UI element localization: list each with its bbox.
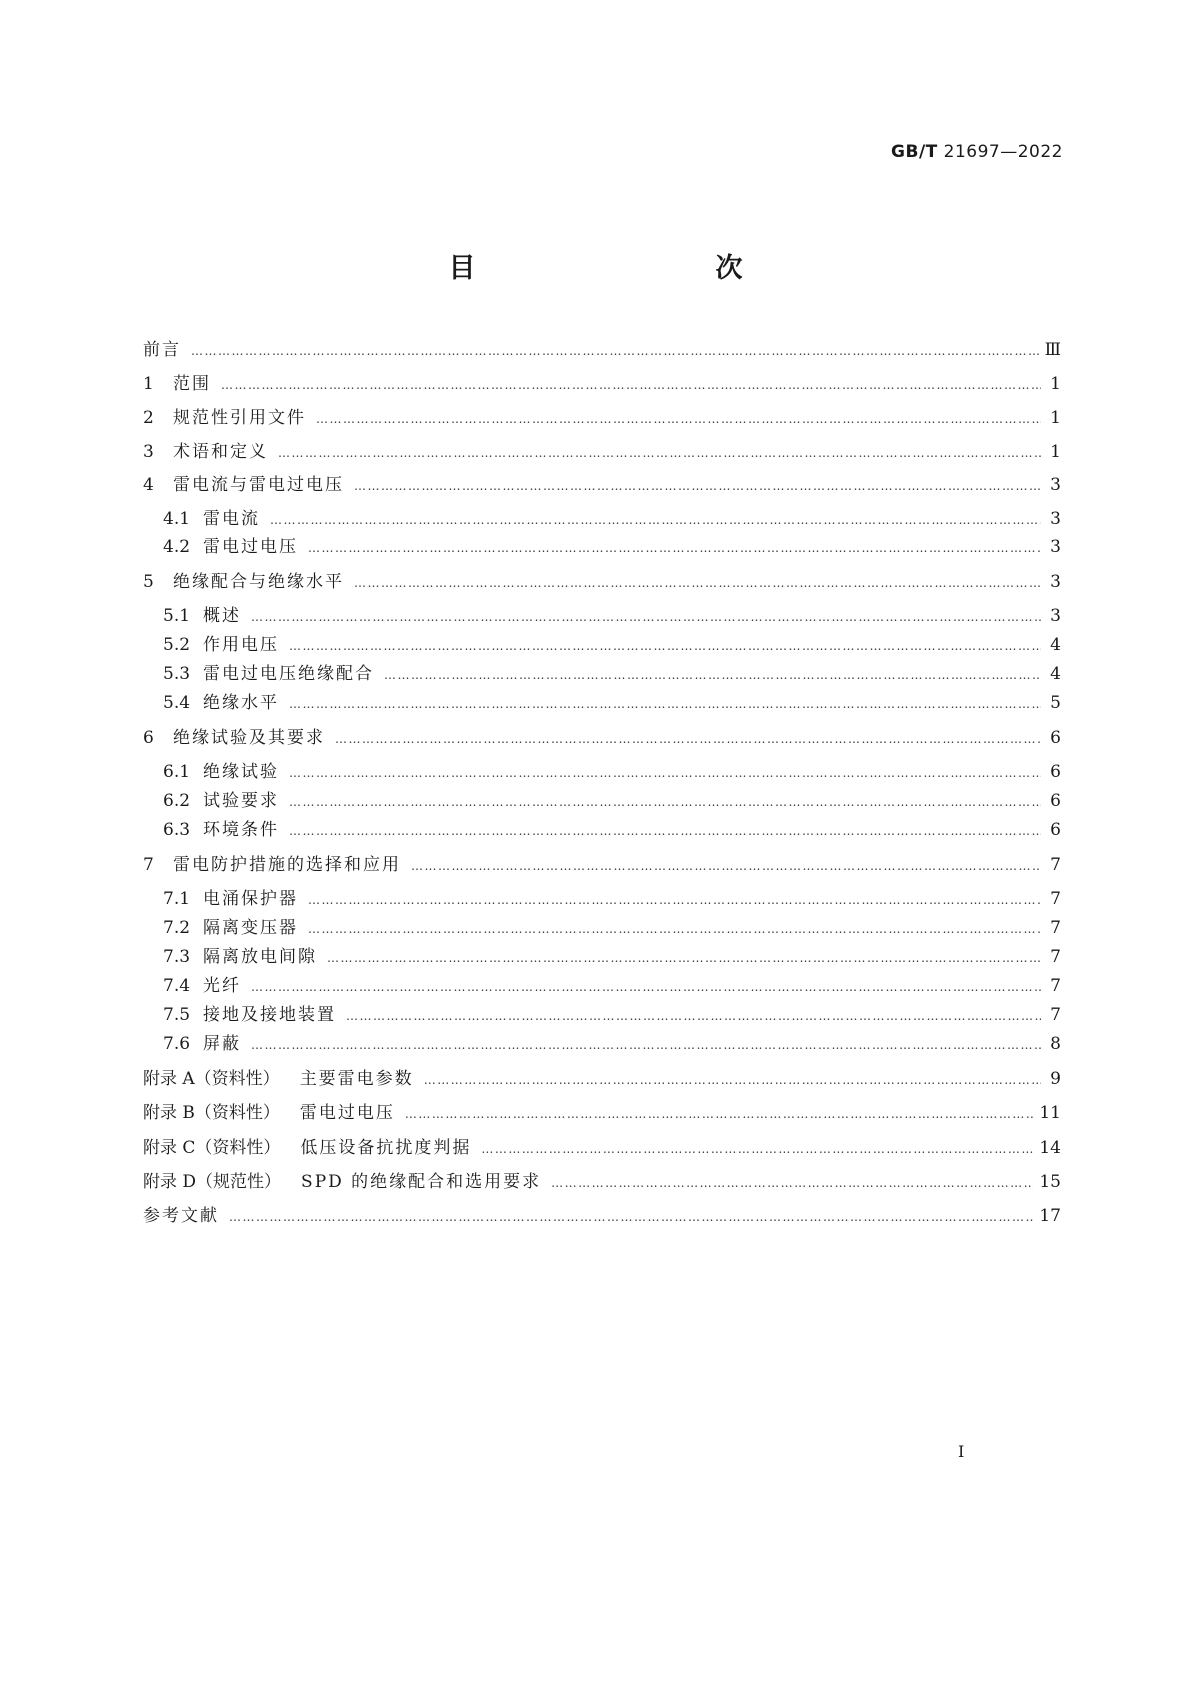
dot-leader — [424, 1067, 1041, 1093]
toc-entry-page: 9 — [1050, 1069, 1061, 1089]
dot-leader — [289, 633, 1041, 659]
toc-entry-title: 概述 — [203, 606, 241, 626]
page-number: I — [958, 1442, 965, 1461]
dot-leader — [551, 1170, 1033, 1196]
toc-entry-number: 7.4 — [163, 976, 191, 996]
toc-entry — [143, 405, 1061, 431]
dot-leader — [289, 818, 1041, 844]
toc-entry-title: 绝缘配合与绝缘水平 — [173, 572, 344, 592]
dot-leader — [289, 760, 1041, 786]
toc-entry-title: 雷电防护措施的选择和应用 — [173, 855, 401, 875]
dot-leader — [405, 1101, 1033, 1127]
toc-entry — [143, 1135, 1061, 1161]
toc-entry — [143, 1066, 1061, 1092]
toc-entry-page: 4 — [1050, 635, 1061, 655]
toc-entry-page: 1 — [1050, 442, 1061, 462]
toc-entry — [143, 1100, 1061, 1126]
toc-entry-number: 5.4 — [163, 693, 191, 713]
dot-leader — [335, 726, 1041, 752]
toc-entry-page: 17 — [1039, 1206, 1061, 1226]
standard-number — [891, 142, 1063, 162]
dot-leader — [221, 372, 1041, 398]
toc-entry-page: 1 — [1050, 374, 1061, 394]
toc-entry-page: 11 — [1039, 1103, 1061, 1123]
dot-leader — [308, 916, 1041, 942]
toc-entry-number: 6.1 — [163, 762, 191, 782]
toc-entry-page: 3 — [1050, 606, 1061, 626]
dot-leader — [346, 1003, 1041, 1029]
toc-entry-title: 主要雷电参数 — [299, 1069, 414, 1089]
toc-entry — [163, 788, 1061, 814]
toc-entry-title: SPD 的绝缘配合和选用要求 — [301, 1172, 542, 1192]
toc-entry-number: 5 — [143, 572, 154, 592]
toc-entry-title: 参考文献 — [143, 1206, 219, 1226]
toc-entry-number: 7.1 — [163, 889, 191, 909]
dot-leader — [384, 662, 1041, 688]
toc-entry-page: 8 — [1050, 1034, 1061, 1054]
toc-entry-title: 电涌保护器 — [203, 889, 298, 909]
toc-entry-title: 绝缘试验及其要求 — [173, 728, 325, 748]
dot-leader — [289, 691, 1041, 717]
toc-entry-number: 1 — [143, 374, 154, 394]
toc-entry-page: 7 — [1050, 855, 1061, 875]
toc-entry-page: 1 — [1050, 408, 1061, 428]
toc-entry-number: 7 — [143, 855, 154, 875]
toc-entry-number: 5.2 — [163, 635, 191, 655]
toc-entry-page: 5 — [1050, 693, 1061, 713]
toc-entry-title: 雷电过电压绝缘配合 — [203, 664, 374, 684]
toc-entry-title: 术语和定义 — [173, 442, 268, 462]
toc-entry-title: 光纤 — [203, 976, 241, 996]
toc-entry — [143, 439, 1061, 465]
toc-entry-page: 3 — [1050, 572, 1061, 592]
toc-entry-title: 雷电过电压 — [299, 1103, 395, 1123]
toc-entry-number: 4.2 — [163, 537, 191, 557]
dot-leader — [316, 406, 1041, 432]
dot-leader — [251, 604, 1041, 630]
toc-entry-number: 7.3 — [163, 947, 191, 967]
toc-entry-number: 5.1 — [163, 606, 191, 626]
toc-entry — [163, 759, 1061, 785]
toc-entry-title: 屏蔽 — [203, 1034, 241, 1054]
dot-leader — [411, 853, 1041, 879]
dot-leader — [481, 1136, 1033, 1162]
toc-entry-page: Ⅲ — [1044, 340, 1061, 360]
toc-entry-page: 7 — [1050, 947, 1061, 967]
standard-id: 21697—2022 — [943, 142, 1063, 162]
toc-entry-title: 隔离变压器 — [203, 918, 298, 938]
toc-entry-number: 附录 B（资料性） — [143, 1103, 280, 1123]
toc-entry-number: 7.2 — [163, 918, 191, 938]
toc-entry — [143, 371, 1061, 397]
dot-leader — [191, 338, 1039, 364]
page-title: 目 次 — [448, 253, 805, 284]
toc-entry-number: 3 — [143, 442, 154, 462]
toc-entry-page: 6 — [1050, 762, 1061, 782]
toc-entry-number: 6.2 — [163, 791, 191, 811]
toc-entry-page: 14 — [1039, 1138, 1061, 1158]
toc-entry-title: 作用电压 — [203, 635, 279, 655]
toc-entry-title: 隔离放电间隙 — [203, 947, 317, 967]
toc-entry — [163, 973, 1061, 999]
toc-entry — [163, 915, 1061, 941]
toc-entry-page: 6 — [1050, 820, 1061, 840]
toc-entry — [163, 690, 1061, 716]
toc-entry-page: 7 — [1050, 976, 1061, 996]
toc-entry-number: 附录 D（规范性） — [143, 1172, 282, 1192]
toc-entry-title: 接地及接地装置 — [203, 1005, 336, 1025]
toc-entry-title: 绝缘水平 — [203, 693, 279, 713]
dot-leader — [289, 789, 1041, 815]
toc-entry-title: 试验要求 — [203, 791, 279, 811]
toc-entry-page: 7 — [1050, 1005, 1061, 1025]
toc-entry-number: 附录 A（资料性） — [143, 1069, 280, 1089]
toc-entry-number: 6.3 — [163, 820, 191, 840]
toc-entry — [143, 472, 1061, 498]
toc-entry-page: 15 — [1039, 1172, 1061, 1192]
toc-entry — [163, 506, 1061, 532]
toc-entry-page: 6 — [1050, 791, 1061, 811]
toc-entry-page: 7 — [1050, 918, 1061, 938]
toc-entry — [143, 1203, 1061, 1229]
dot-leader — [251, 1032, 1041, 1058]
toc-entry — [143, 569, 1061, 595]
dot-leader — [278, 440, 1041, 466]
toc-entry-number: 2 — [143, 408, 154, 428]
toc-entry-title: 雷电流与雷电过电压 — [173, 475, 344, 495]
toc-entry-number: 6 — [143, 728, 154, 748]
toc-entry — [143, 1169, 1061, 1195]
toc-entry-title: 范围 — [173, 374, 211, 394]
toc-entry-page: 3 — [1050, 475, 1061, 495]
dot-leader — [270, 507, 1041, 533]
toc-entry-page: 3 — [1050, 537, 1061, 557]
toc-entry-title: 绝缘试验 — [203, 762, 279, 782]
standard-code: GB/T — [891, 142, 938, 162]
toc-entry-number: 4 — [143, 475, 154, 495]
toc-entry — [143, 337, 1061, 363]
dot-leader — [354, 570, 1041, 596]
toc-entry-number: 4.1 — [163, 509, 191, 529]
toc-entry-page: 6 — [1050, 728, 1061, 748]
toc-entry — [163, 1002, 1061, 1028]
toc-entry-page: 7 — [1050, 889, 1061, 909]
toc-entry-title: 环境条件 — [203, 820, 279, 840]
toc-entry-title: 雷电过电压 — [203, 537, 298, 557]
toc-entry — [163, 944, 1061, 970]
toc-entry-number: 附录 C（资料性） — [143, 1138, 281, 1158]
toc-entry-number: 7.5 — [163, 1005, 191, 1025]
toc-entry-title: 雷电流 — [203, 509, 260, 529]
toc-entry-title: 低压设备抗扰度判据 — [300, 1138, 472, 1158]
dot-leader — [354, 473, 1041, 499]
dot-leader — [251, 974, 1041, 1000]
toc-entry — [163, 1031, 1061, 1057]
toc-entry — [143, 852, 1061, 878]
toc-entry-page: 3 — [1050, 509, 1061, 529]
toc-entry — [163, 886, 1061, 912]
toc-entry-number: 7.6 — [163, 1034, 191, 1054]
toc-entry — [163, 632, 1061, 658]
dot-leader — [308, 535, 1041, 561]
dot-leader — [308, 887, 1041, 913]
toc-entry — [143, 725, 1061, 751]
toc-entry — [163, 817, 1061, 843]
toc-entry-page: 4 — [1050, 664, 1061, 684]
toc-entry-title: 规范性引用文件 — [173, 408, 306, 428]
dot-leader — [229, 1204, 1033, 1230]
toc-entry-number: 5.3 — [163, 664, 191, 684]
toc-entry — [163, 534, 1061, 560]
toc-entry — [163, 661, 1061, 687]
toc-entry-title: 前言 — [143, 340, 181, 360]
dot-leader — [327, 945, 1041, 971]
toc-entry — [163, 603, 1061, 629]
